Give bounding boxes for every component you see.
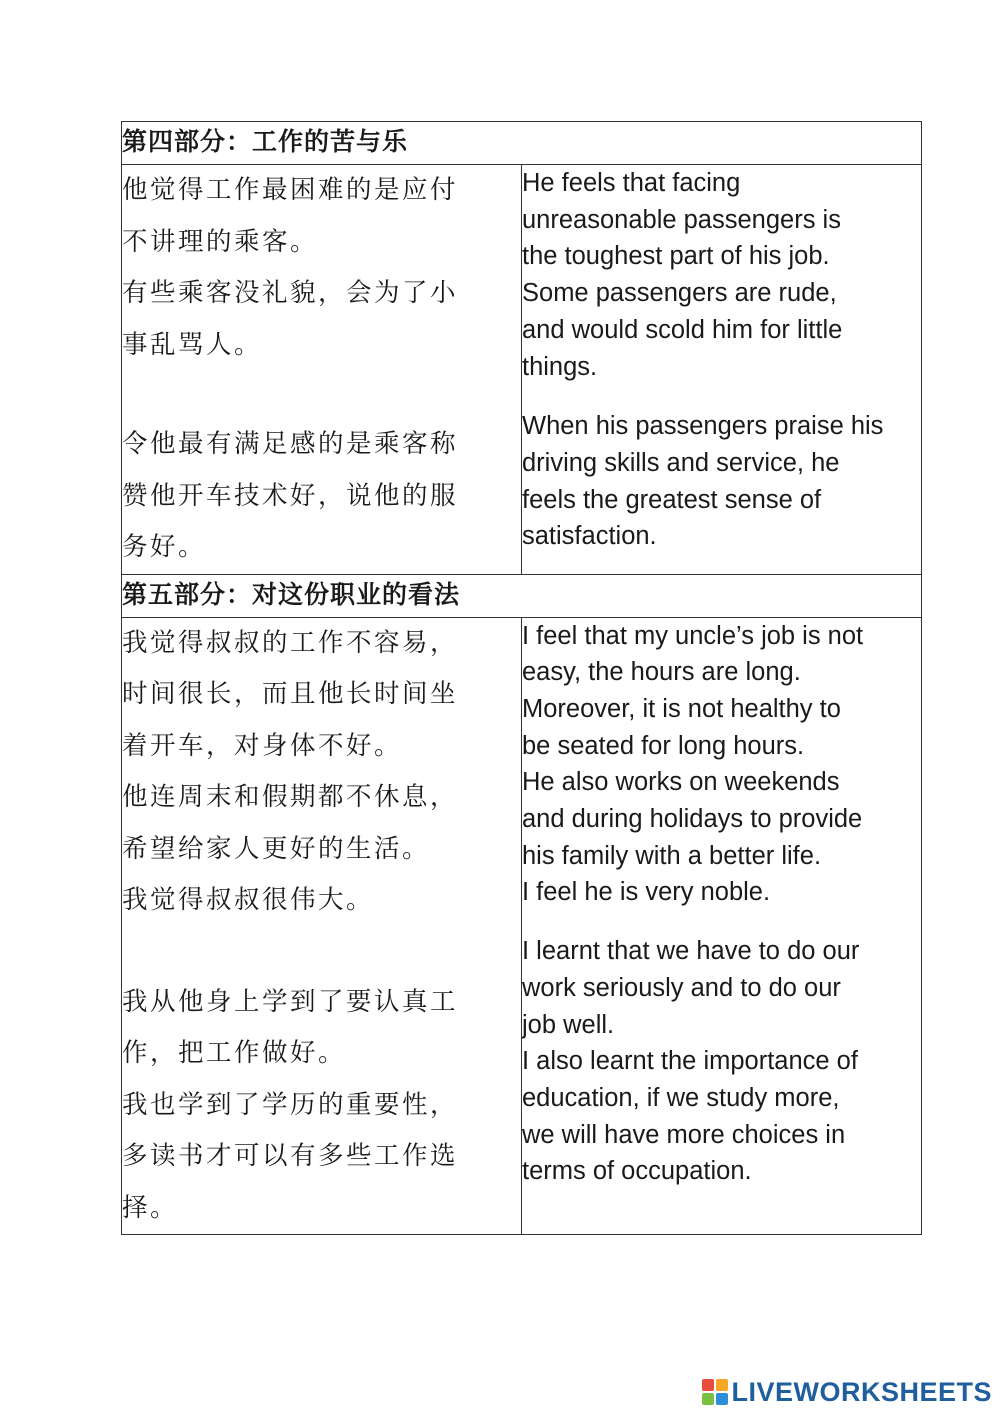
en-line: things. xyxy=(522,352,598,381)
logo-square xyxy=(702,1393,714,1405)
logo-text: LIVEWORKSHEETS xyxy=(731,1376,992,1407)
zh-line: 务好。 xyxy=(122,532,207,562)
en-line: unreasonable passengers is xyxy=(522,205,841,234)
zh-line: 赞他开车技术好，说他的服 xyxy=(122,480,459,511)
section5-chinese-cell xyxy=(122,617,522,1235)
section4-chinese-cell xyxy=(122,165,522,575)
zh-line: 希望给家人更好的生活。 xyxy=(122,833,431,864)
en-line: we will have more choices in xyxy=(522,1120,846,1149)
en-line: Moreover, it is not healthy to xyxy=(522,694,841,723)
section4-header-row xyxy=(122,122,922,165)
logo-square xyxy=(702,1379,714,1391)
section4-english-cell xyxy=(522,165,922,575)
en-line: the toughest part of his job. xyxy=(522,242,830,271)
en-line: I learnt that we have to do our xyxy=(522,937,860,966)
en-line: He feels that facing xyxy=(522,169,741,197)
zh-line: 我觉得叔叔很伟大。 xyxy=(122,885,375,915)
section5-title: 第五部分：对这份职业的看法 xyxy=(122,574,922,617)
liveworksheets-logo xyxy=(702,1377,992,1407)
en-line: work seriously and to do our xyxy=(522,973,841,1002)
paragraph-gap xyxy=(122,371,521,419)
logo-square xyxy=(716,1379,728,1391)
zh-line: 时间很长，而且他长时间坐 xyxy=(122,679,459,709)
zh-line: 事乱骂人。 xyxy=(122,329,263,360)
section5-content-row xyxy=(122,617,922,1235)
en-line: easy, the hours are long. xyxy=(522,658,801,687)
en-line: and would scold him for little xyxy=(522,315,843,344)
paragraph-gap xyxy=(522,911,921,933)
zh-line: 不讲理的乘客。 xyxy=(122,226,319,257)
en-line: When his passengers praise his xyxy=(522,412,884,441)
en-line: He also works on weekends xyxy=(522,768,840,797)
en-line: education, if we study more, xyxy=(522,1083,840,1112)
zh-line: 有些乘客没礼貌，会为了小 xyxy=(122,278,459,308)
zh-line: 着开车，对身体不好。 xyxy=(122,730,403,761)
en-line: be seated for long hours. xyxy=(522,731,805,760)
en-line: satisfaction. xyxy=(522,522,657,551)
section4-title: 第四部分：工作的苦与乐 xyxy=(122,122,922,165)
en-line: driving skills and service, he xyxy=(522,448,840,477)
logo-square xyxy=(716,1393,728,1405)
zh-line: 我也学到了学历的重要性， xyxy=(122,1089,459,1120)
zh-line: 择。 xyxy=(122,1192,179,1223)
zh-line: 作，把工作做好。 xyxy=(122,1038,347,1068)
section5-header-row xyxy=(122,574,922,617)
en-line: I feel that my uncle’s job is not xyxy=(522,621,864,650)
zh-line: 我从他身上学到了要认真工 xyxy=(122,986,459,1017)
worksheet-table xyxy=(121,121,922,1235)
zh-line: 他觉得工作最困难的是应付 xyxy=(122,175,459,205)
en-line: terms of occupation. xyxy=(522,1157,752,1186)
en-line: his family with a better life. xyxy=(522,841,822,870)
zh-line: 令他最有满足感的是乘客称 xyxy=(122,429,459,459)
logo-mark-icon xyxy=(702,1379,728,1405)
en-line: Some passengers are rude, xyxy=(522,279,837,308)
en-line: feels the greatest sense of xyxy=(522,485,822,514)
zh-line: 他连周末和假期都不休息， xyxy=(122,782,459,812)
section5-english-cell xyxy=(522,617,922,1235)
zh-line: 多读书才可以有多些工作选 xyxy=(122,1141,459,1171)
en-line: I also learnt the importance of xyxy=(522,1047,858,1076)
paragraph-gap xyxy=(522,385,921,408)
en-line: I feel he is very noble. xyxy=(522,878,771,907)
paragraph-gap xyxy=(122,927,521,977)
en-line: and during holidays to provide xyxy=(522,805,863,834)
en-line: job well. xyxy=(522,1010,615,1039)
zh-line: 我觉得叔叔的工作不容易， xyxy=(122,627,459,658)
section4-content-row xyxy=(122,165,922,575)
